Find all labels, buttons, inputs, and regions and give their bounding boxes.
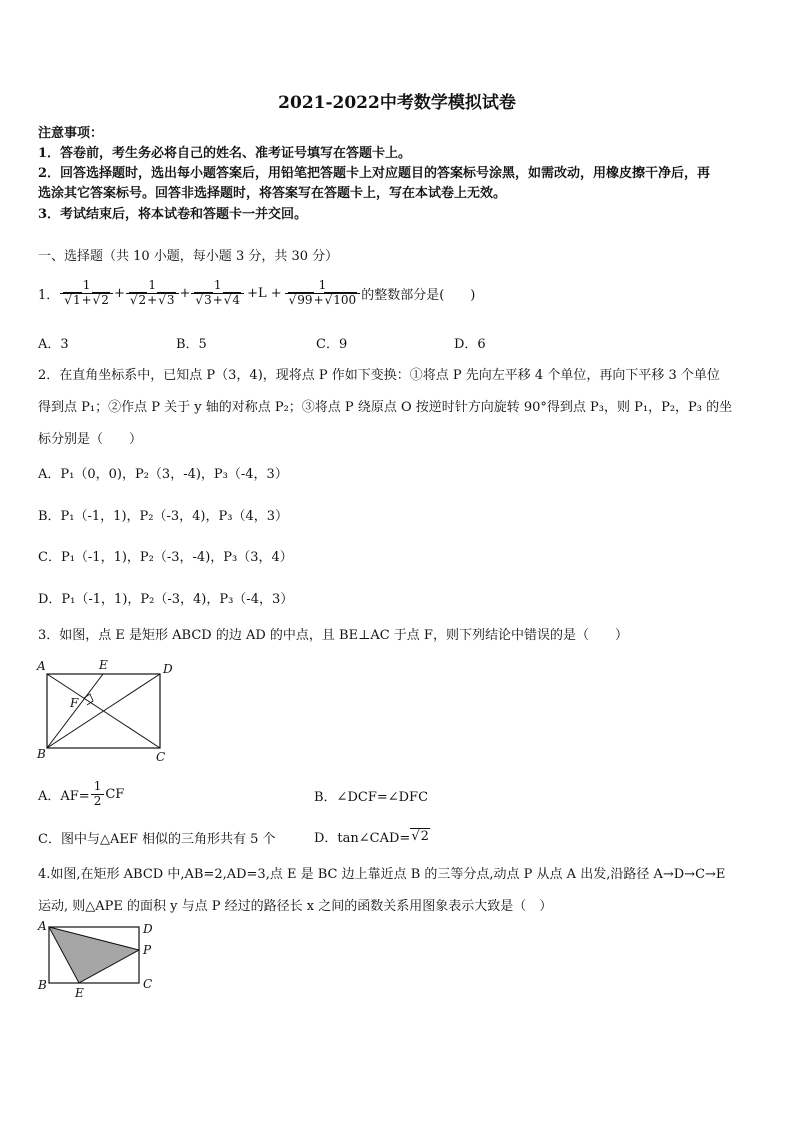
label-d: D — [143, 922, 153, 936]
notice-heading: 注意事项： — [38, 126, 104, 141]
page-title: 2021-2022中考数学模拟试卷 — [278, 93, 516, 113]
plus-sign: + — [113, 285, 125, 301]
option-b: B．∠DCF=∠DFC — [314, 790, 429, 805]
question-number: 1． — [38, 287, 60, 303]
label-c: C — [156, 750, 166, 764]
fraction-term: 1 √ 99+√ 100 — [285, 279, 361, 308]
question-4-line-2: 运动, 则△APE 的面积 y 与点 P 经过的路径长 x 之间的函数关系用图象表示大致是（ ） — [38, 899, 553, 914]
option-c: C．图中与△AEF 相似的三角形共有 5 个 — [38, 832, 276, 847]
label-f: F — [70, 696, 79, 710]
label-c: C — [143, 977, 153, 991]
label-a: A — [38, 919, 47, 933]
rectangle-figure-q4 — [34, 918, 164, 1003]
option-d: D．P₁（-1，1)，P₂（-3，4)，P₃（-4，3） — [38, 592, 294, 607]
label-e: E — [75, 986, 84, 1000]
fraction-term: 1 √ 3+√ 4 — [191, 279, 244, 308]
plus-sign: + — [179, 285, 191, 301]
question-4-line-1: 4.如图,在矩形 ABCD 中,AB=2,AD=3,点 E 是 BC 边上靠近点 B 的三等分点,动点 P 从点 A 出发,沿路径 A→D→C→E — [38, 867, 726, 882]
notice-item-2: 2．回答选择题时，选出每小题答案后，用铅笔把答题卡上对应题目的答案标号涂黑，如需改动，用橡皮擦干净后，再 — [38, 166, 711, 181]
label-d: D — [163, 662, 173, 676]
fraction-term: 1 √ 1+√ 2 — [60, 279, 113, 308]
section-heading: 一、选择题（共 10 小题，每小题 3 分，共 30 分） — [38, 249, 339, 264]
fraction-half: $\frac{1}{2}$ — [91, 780, 105, 809]
ellipsis-sign: +L + — [247, 285, 282, 301]
notice-item-1: 1．答卷前，考生务必将自己的姓名、准考证号填写在答题卡上。 — [38, 146, 412, 161]
option-c: C．P₁（-1，1)，P₂（-3，-4)，P₃（3，4） — [38, 550, 293, 565]
question-2-line-2: 得到点 P₁；②作点 P 关于 y 轴的对称点 P₂；③将点 P 绕原点 O 按逆时针方向旋转 90°得到点 P₃，则 P₁，P₂，P₃ 的坐 — [38, 400, 733, 415]
option-d: D．tan∠CAD= √ 2 — [314, 824, 430, 848]
option-d: D．6 — [454, 337, 486, 352]
notice-item-2-cont: 选涂其它答案标号。回答非选择题时，将答案写在答题卡上，写在本试卷上无效。 — [38, 186, 507, 201]
fraction-term: 1 √ 2+√ 3 — [126, 279, 179, 308]
question-2-line-1: 2．在直角坐标系中，已知点 P（3，4)，现将点 P 作如下变换：①将点 P 先向左平移 4 个单位，再向下平移 3 个单位 — [38, 368, 720, 383]
notice-item-3: 3．考试结束后，将本试卷和答题卡一并交回。 — [38, 207, 308, 222]
option-a: A．3 — [38, 337, 69, 352]
label-e: E — [99, 658, 108, 672]
option-c: C．9 — [316, 337, 348, 352]
label-p: P — [143, 943, 152, 957]
option-b: B．P₁（-1，1)，P₂（-3，4)，P₃（4，3） — [38, 509, 288, 524]
option-a: A．AF= $\frac{1}{2}$ CF — [38, 778, 125, 808]
question-tail: 的整数部分是( ) — [361, 287, 476, 303]
label-b: B — [37, 747, 46, 761]
label-b: B — [38, 978, 47, 992]
label-a: A — [37, 659, 46, 673]
question-1 — [38, 272, 475, 314]
rectangle-figure-q3 — [34, 655, 184, 765]
question-3-line: 3．如图，点 E 是矩形 ABCD 的边 AD 的中点，且 BE⊥AC 于点 F，则下列结论中错误的是（ ） — [38, 628, 628, 643]
question-2-line-3: 标分别是（ ） — [38, 432, 143, 447]
square-root: √ 2 — [410, 828, 430, 844]
option-a: A．P₁（0，0)，P₂（3，-4)，P₃（-4，3） — [38, 467, 288, 482]
option-b: B．5 — [176, 337, 207, 352]
